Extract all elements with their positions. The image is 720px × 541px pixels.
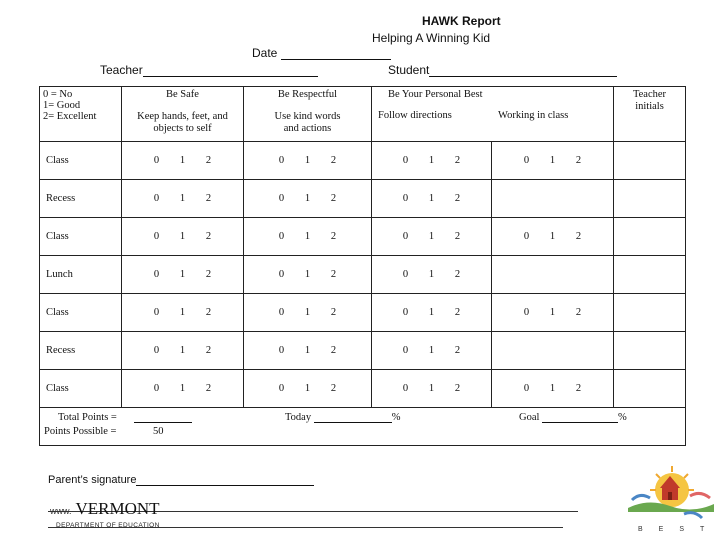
follow-directions-label: Follow directions	[378, 110, 452, 121]
score-cell[interactable]: 0 1 2	[122, 294, 244, 332]
table-row	[40, 218, 686, 256]
score-cell[interactable]: 0 1 2	[372, 218, 492, 256]
period-label: Lunch	[40, 256, 122, 294]
total-points-blank[interactable]	[134, 422, 192, 423]
table-row	[40, 332, 686, 370]
be-safe-header: Be Safe Keep hands, feet, and objects to self	[122, 87, 244, 142]
score-cell[interactable]: 0 1 2	[244, 180, 372, 218]
teacher-label: Teacher	[100, 63, 143, 77]
score-cell[interactable]: 0 1 2	[372, 294, 492, 332]
score-cell[interactable]: 0 1 2	[372, 256, 492, 294]
legend-line: 2= Excellent	[43, 111, 97, 122]
total-points-label: Total Points =	[58, 412, 117, 423]
period-label: Class	[40, 142, 122, 180]
score-cell[interactable]: 0 1 2	[244, 370, 372, 408]
date-field[interactable]	[252, 46, 391, 60]
score-cell[interactable]: 0 1 2	[372, 142, 492, 180]
today-field[interactable]: Today %	[285, 412, 401, 423]
report-title: HAWK Report	[422, 14, 501, 28]
score-cell[interactable]: 0 1 2	[372, 370, 492, 408]
score-cell[interactable]: 0 1 2	[372, 332, 492, 370]
score-cell[interactable]: 0 1 2	[492, 218, 614, 256]
score-cell[interactable]: 0 1 2	[372, 180, 492, 218]
score-cell[interactable]: 0 1 2	[244, 332, 372, 370]
score-cell[interactable]: 0 1 2	[244, 218, 372, 256]
period-label: Class	[40, 294, 122, 332]
student-field[interactable]	[388, 63, 617, 77]
initials-cell[interactable]	[614, 256, 686, 294]
empty-cell	[492, 180, 614, 218]
score-cell[interactable]: 0 1 2	[122, 142, 244, 180]
totals-row	[40, 408, 686, 446]
score-cell[interactable]: 0 1 2	[122, 218, 244, 256]
legend-line: 1= Good	[43, 100, 81, 111]
schoolhouse-sun-icon	[624, 462, 716, 536]
teacher-field[interactable]	[100, 63, 318, 77]
score-cell[interactable]: 0 1 2	[492, 294, 614, 332]
be-respectful-header: Be Respectful Use kind words and actions	[244, 87, 372, 142]
score-cell[interactable]: 0 1 2	[122, 256, 244, 294]
table-row	[40, 180, 686, 218]
legend-line: 0 = No	[43, 89, 73, 100]
score-cell[interactable]: 0 1 2	[244, 256, 372, 294]
period-label: Recess	[40, 180, 122, 218]
empty-cell	[492, 332, 614, 370]
initials-cell[interactable]	[614, 218, 686, 256]
parent-signature-field[interactable]	[48, 474, 314, 486]
personal-best-header: Be Your Personal Best Follow directions Working in class	[372, 87, 614, 142]
score-cell[interactable]: 0 1 2	[244, 142, 372, 180]
score-cell[interactable]: 0 1 2	[492, 370, 614, 408]
empty-cell	[492, 256, 614, 294]
legend-cell	[40, 87, 122, 142]
report-subtitle: Helping A Winning Kid	[372, 31, 491, 45]
parent-signature-label: Parent’s signature	[48, 474, 137, 486]
score-cell[interactable]: 0 1 2	[122, 332, 244, 370]
score-cell[interactable]: 0 1 2	[122, 370, 244, 408]
initials-cell[interactable]	[614, 332, 686, 370]
table-row	[40, 294, 686, 332]
totals-cell	[40, 408, 686, 446]
date-label: Date	[252, 46, 278, 60]
initials-cell[interactable]	[614, 294, 686, 332]
period-label: Recess	[40, 332, 122, 370]
score-cell[interactable]: 0 1 2	[244, 294, 372, 332]
goal-field[interactable]: Goal %	[519, 412, 627, 423]
score-cell[interactable]: 0 1 2	[122, 180, 244, 218]
table-row	[40, 256, 686, 294]
working-in-class-label: Working in class	[498, 110, 569, 121]
points-possible-value: 50	[153, 426, 164, 437]
best-logo: B E S T	[624, 462, 716, 536]
teacher-initials-header: Teacher initials	[614, 87, 686, 142]
score-cell[interactable]: 0 1 2	[492, 142, 614, 180]
period-label: Class	[40, 370, 122, 408]
initials-cell[interactable]	[614, 180, 686, 218]
behavior-grid	[39, 86, 686, 446]
table-row	[40, 370, 686, 408]
table-row	[40, 142, 686, 180]
initials-cell[interactable]	[614, 370, 686, 408]
initials-cell[interactable]	[614, 142, 686, 180]
points-possible-label: Points Possible =	[44, 426, 117, 437]
vermont-doe-logo: www. VERMONT	[50, 499, 160, 518]
vermont-doe-subtitle: DEPARTMENT OF EDUCATION	[56, 522, 160, 529]
period-label: Class	[40, 218, 122, 256]
student-label: Student	[388, 63, 430, 77]
